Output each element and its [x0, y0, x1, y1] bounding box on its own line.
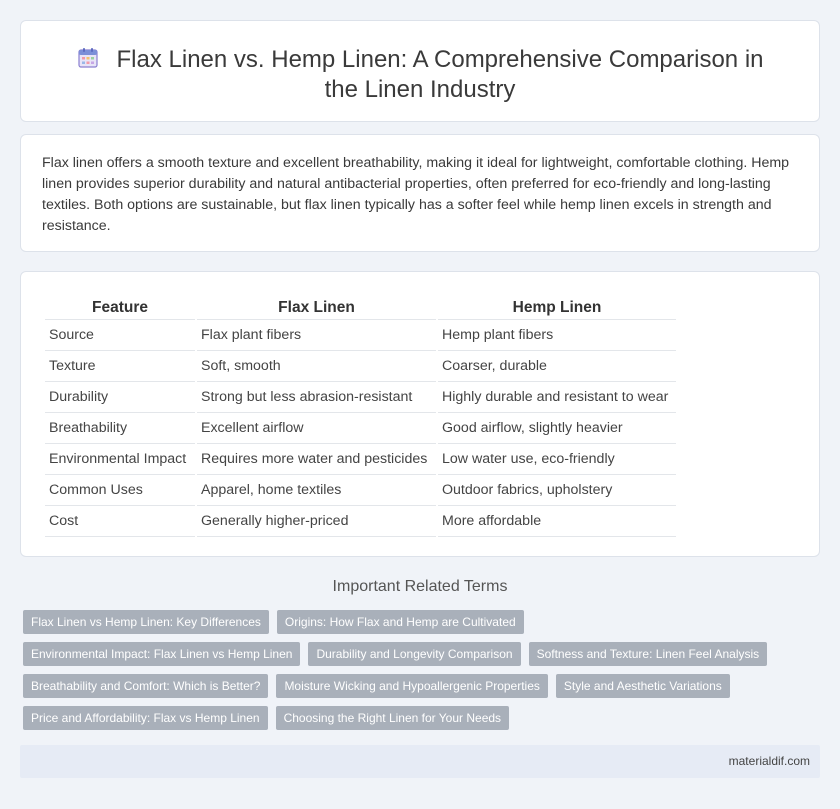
flax-cell: Requires more water and pesticides: [197, 444, 436, 475]
feature-cell: Cost: [45, 506, 195, 537]
related-tag-price[interactable]: Price and Affordability: Flax vs Hemp Linen: [23, 706, 268, 730]
calendar-icon: [77, 47, 99, 69]
hemp-cell: Highly durable and resistant to wear: [438, 382, 676, 413]
related-tag-moisture-wicking[interactable]: Moisture Wicking and Hypoallergenic Properties: [276, 674, 547, 698]
comparison-table-card: [20, 271, 820, 557]
related-tag-softness[interactable]: Softness and Texture: Linen Feel Analysis: [529, 642, 768, 666]
flax-cell: Excellent airflow: [197, 413, 436, 444]
footer-site-link[interactable]: materialdif.com: [728, 754, 810, 768]
table-row: [45, 475, 676, 506]
feature-cell: Source: [45, 320, 195, 351]
table-row: [45, 444, 676, 475]
header-hemp-linen: Hemp Linen: [438, 295, 676, 320]
hemp-cell: Low water use, eco-friendly: [438, 444, 676, 475]
header-feature: Feature: [45, 295, 195, 320]
feature-cell: Environmental Impact: [45, 444, 195, 475]
flax-cell: Flax plant fibers: [197, 320, 436, 351]
intro-paragraph: Flax linen offers a smooth texture and excellent breathability, making it ideal for lightweight, comfortable clothing. Hemp linen provides superior durability and natural antibacterial properties, often preferred for eco-friendly and long-lasting textiles. Both options are sustainable, but flax linen typically has a softer feel while hemp linen excels in strength and resistance.: [42, 155, 790, 234]
table-row: [45, 382, 676, 413]
page-title: Flax Linen vs. Hemp Linen: A Comprehensive Comparison in the Linen Industry: [116, 46, 764, 103]
feature-cell: Durability: [45, 382, 195, 413]
flax-cell: Strong but less abrasion-resistant: [197, 382, 436, 413]
related-terms-title: Important Related Terms: [332, 578, 508, 595]
table-row: [45, 351, 676, 382]
header-flax-linen: Flax Linen: [197, 295, 436, 320]
related-tag-choosing[interactable]: Choosing the Right Linen for Your Needs: [276, 706, 509, 730]
related-tag-environmental-impact[interactable]: Environmental Impact: Flax Linen vs Hemp Linen: [23, 642, 300, 666]
hemp-cell: More affordable: [438, 506, 676, 537]
feature-cell: Breathability: [45, 413, 195, 444]
related-tag-origins[interactable]: Origins: How Flax and Hemp are Cultivated: [277, 610, 524, 634]
hemp-cell: Outdoor fabrics, upholstery: [438, 475, 676, 506]
hemp-cell: Good airflow, slightly heavier: [438, 413, 676, 444]
hemp-cell: Coarser, durable: [438, 351, 676, 382]
related-tag-durability[interactable]: Durability and Longevity Comparison: [308, 642, 520, 666]
related-terms-tags: [23, 610, 803, 738]
comparison-table: [43, 295, 678, 537]
flax-cell: Generally higher-priced: [197, 506, 436, 537]
intro-card: [20, 134, 820, 252]
title-card: [20, 20, 820, 122]
related-tag-style[interactable]: Style and Aesthetic Variations: [556, 674, 730, 698]
footer-bar: [20, 745, 820, 778]
feature-cell: Texture: [45, 351, 195, 382]
table-row: [45, 413, 676, 444]
hemp-cell: Hemp plant fibers: [438, 320, 676, 351]
page-title-wrap: [21, 45, 819, 105]
related-tag-key-differences[interactable]: Flax Linen vs Hemp Linen: Key Differences: [23, 610, 269, 634]
feature-cell: Common Uses: [45, 475, 195, 506]
table-header-row: [45, 295, 676, 320]
flax-cell: Soft, smooth: [197, 351, 436, 382]
related-tag-breathability[interactable]: Breathability and Comfort: Which is Better?: [23, 674, 268, 698]
flax-cell: Apparel, home textiles: [197, 475, 436, 506]
table-row: [45, 506, 676, 537]
table-row: [45, 320, 676, 351]
